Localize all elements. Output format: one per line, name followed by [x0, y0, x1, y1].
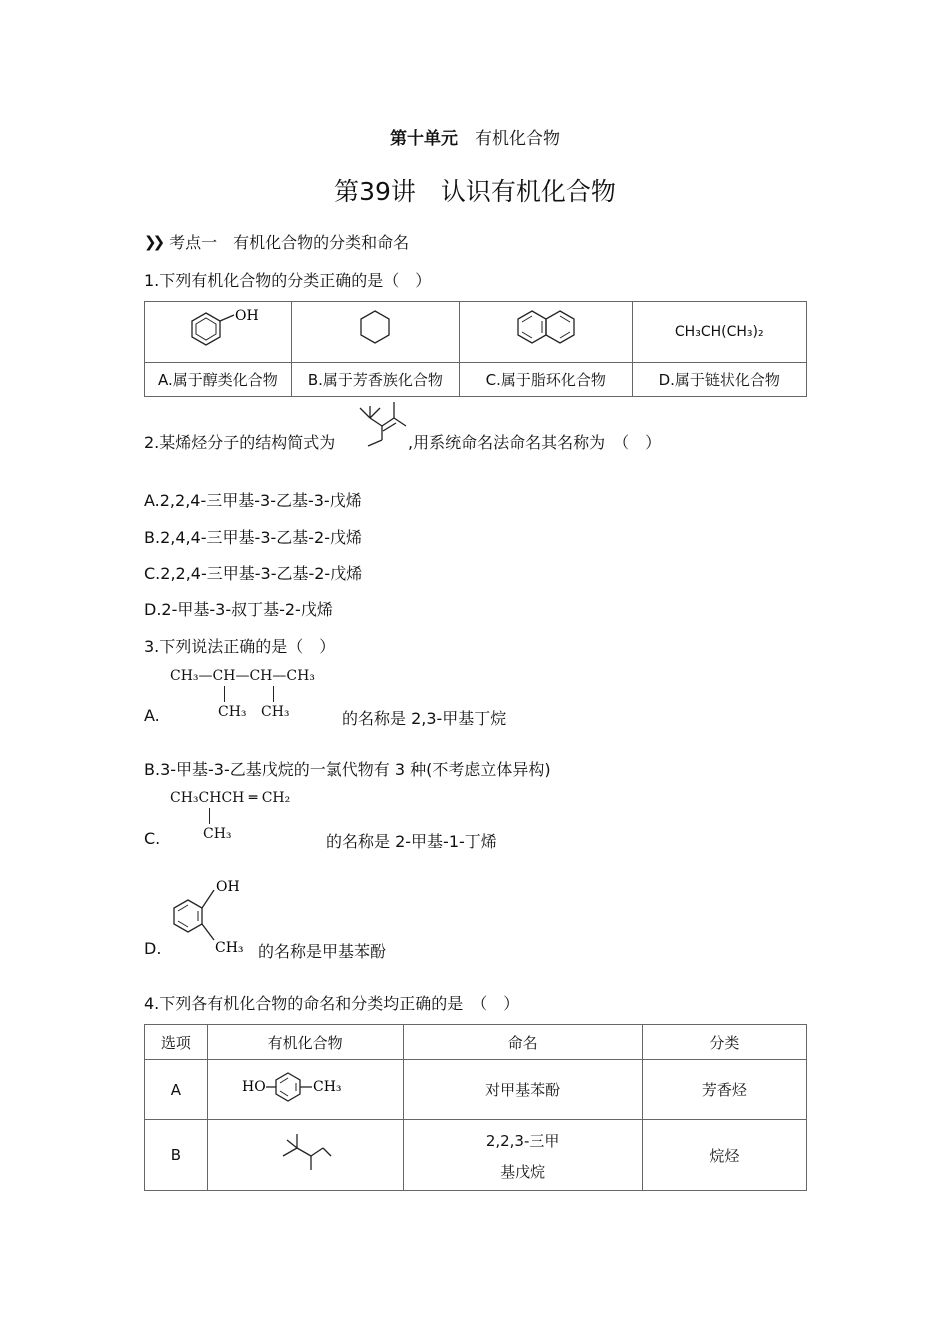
q4-table [144, 1024, 807, 1191]
keypoint-label: 考点一 有机化合物的分类和命名 [169, 233, 410, 252]
q4-row-b-option: B [145, 1120, 208, 1191]
keypoint-heading [144, 230, 409, 253]
p-cresol-structure-icon [230, 1063, 380, 1113]
q3-d-ch3-label: CH₃ [215, 940, 244, 956]
q4-row-b-name-line1: 2,2,3-三甲 [485, 1132, 560, 1150]
q3-a-letter: A. [144, 706, 160, 725]
phenol-structure-icon [168, 305, 268, 355]
q3-b-text: B.3-甲基-3-乙基戊烷的一氯代物有 3 种(不考虑立体异构) [144, 760, 551, 779]
alkene-skeletal-structure-icon [352, 396, 408, 452]
q4-row-b-name [403, 1120, 642, 1191]
q3-c-text: 的名称是 2-甲基-1-丁烯 [326, 832, 497, 851]
q4-ho-label: HO [242, 1078, 266, 1095]
q3-c-struct-methyl: CH₃ [203, 826, 232, 842]
q3-a-text: 的名称是 2,3-甲基丁烷 [342, 709, 507, 728]
trimethylpentane-skeletal-icon [275, 1128, 335, 1178]
q4-row-a-struct [207, 1060, 403, 1120]
q1-option-d: D.属于链状化合物 [632, 363, 807, 397]
q3-d-text: 的名称是甲基苯酚 [258, 942, 387, 961]
methylphenol-structure-icon [166, 872, 256, 962]
q1-option-a: A.属于醇类化合物 [145, 363, 292, 397]
cyclohexane-structure-icon [345, 305, 405, 355]
q1-struct-b [291, 302, 459, 363]
q3-stem: 3.下列说法正确的是（ ） [144, 637, 336, 656]
q4-header-option: 选项 [145, 1025, 208, 1060]
q3-c-struct-main: CH₃CHCH ═ CH₂ [170, 790, 291, 806]
q1-struct-c [460, 302, 632, 363]
q2-option-c: C.2,2,4-三甲基-3-乙基-2-戊烯 [144, 564, 363, 583]
q3-d-letter: D. [144, 939, 162, 958]
q1-struct-d: CH₃CH(CH₃)₂ [632, 302, 807, 363]
unit-number: 第十单元 [390, 129, 458, 149]
naphthalene-structure-icon [506, 305, 586, 355]
unit-title [0, 124, 950, 149]
q4-row-a-category: 芳香烃 [642, 1060, 806, 1120]
lecture-title: 第39讲 认识有机化合物 [334, 177, 616, 206]
q3-a-struct-methyl-2: CH₃ [261, 704, 290, 720]
q2-option-b: B.2,4,4-三甲基-3-乙基-2-戊烯 [144, 528, 363, 547]
q2-stem-suffix: ,用系统命名法命名其名称为 （ ） [408, 433, 662, 452]
q3-a-struct-main: CH₃—CH—CH—CH₃ [170, 668, 315, 684]
q4-row-a-name: 对甲基苯酚 [403, 1060, 642, 1120]
q1-option-c: C.属于脂环化合物 [460, 363, 632, 397]
q3-a-bond-2 [273, 686, 274, 702]
q4-row-b-name-line2: 基戊烷 [500, 1163, 546, 1181]
table-row [145, 1060, 807, 1120]
q3-c-bond [209, 808, 210, 824]
q4-header-category: 分类 [642, 1025, 806, 1060]
table-row [145, 1120, 807, 1191]
q4-header-name: 命名 [403, 1025, 642, 1060]
q4-row-a-option: A [145, 1060, 208, 1120]
q3-a-bond-1 [224, 686, 225, 702]
q3-c-letter: C. [144, 829, 161, 848]
q4-stem: 4.下列各有机化合物的命名和分类均正确的是 （ ） [144, 994, 520, 1013]
q3-d-oh-label: OH [216, 879, 240, 895]
q1-option-b: B.属于芳香族化合物 [291, 363, 459, 397]
q2-stem-prefix: 2.某烯烃分子的结构简式为 [144, 433, 336, 452]
double-chevron-icon: ❯❯ [144, 232, 162, 251]
q1-struct-a [145, 302, 292, 363]
q2-option-a: A.2,2,4-三甲基-3-乙基-3-戊烯 [144, 491, 362, 510]
q1-table [144, 301, 807, 397]
q4-header-compound: 有机化合物 [207, 1025, 403, 1060]
q4-ch3-label: CH₃ [313, 1078, 342, 1095]
q1-stem: 1.下列有机化合物的分类正确的是（ ） [144, 271, 432, 290]
q3-a-struct-methyl-1: CH₃ [218, 704, 247, 720]
q2-option-d: D.2-甲基-3-叔丁基-2-戊烯 [144, 600, 333, 619]
q1-oh-label: OH [234, 308, 259, 324]
q4-row-b-struct [207, 1120, 403, 1191]
q4-row-b-category: 烷烃 [642, 1120, 806, 1191]
unit-name: 有机化合物 [475, 129, 560, 149]
